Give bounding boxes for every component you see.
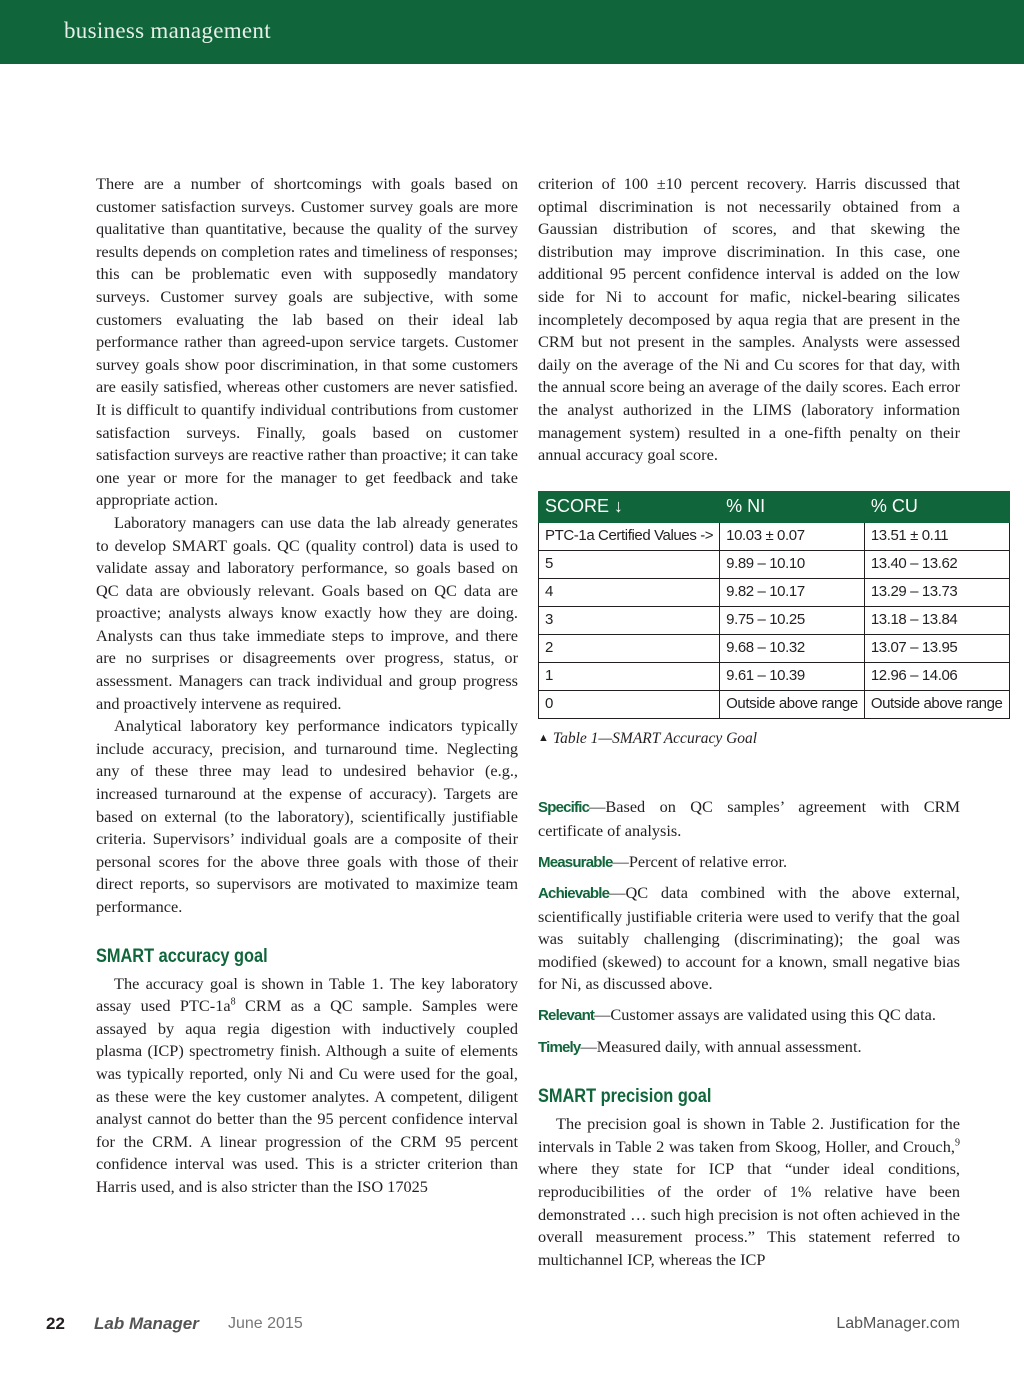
table-cell: 5 bbox=[539, 550, 720, 578]
table-cell: 9.61 – 10.39 bbox=[720, 662, 865, 690]
section-title: business management bbox=[64, 18, 271, 43]
caret-up-icon: ▲ bbox=[538, 731, 549, 744]
criterion-term: Specific bbox=[538, 799, 590, 817]
table-cell: 9.75 – 10.25 bbox=[720, 606, 865, 634]
text-run: where they state for ICP that “under ideal conditions, reproducibilities of the order of 1% relative have been demonstrated … such high precision is not often achieved in the overall measurement process.” This statement referred to multichannel ICP, whereas the ICP bbox=[538, 1159, 960, 1269]
accuracy-goal-heading: SMART accuracy goal bbox=[96, 945, 268, 967]
issue-date: June 2015 bbox=[228, 1315, 303, 1332]
column-header: SCORE ↓ bbox=[539, 491, 720, 522]
section-banner bbox=[0, 0, 1024, 64]
body-paragraph: There are a number of shortcomings with goals based on customer satisfaction surveys. Customer survey goals are more qualitative than quantitative, because the quality of the survey results depends on completion rates and timeliness of responses; this can be problematic even with supposedly mandatory surveys. Customer survey goals are subjective, with some customers evaluating the lab based on their ideal lab performance rather than agreed-upon service targets. Customer survey goals show poor discrimination, in that some customers are easily satisfied, whereas other customers are never satisfied. It is difficult to quantify individual contributions from customer satisfaction surveys. Finally, goals based on customer satisfaction surveys are reactive rather than proactive; it can take one year or more for the manager to get feedback and take appropriate action. bbox=[96, 174, 518, 510]
table-cell: 2 bbox=[539, 634, 720, 662]
text-run: The accuracy goal is shown in Table 1. The key laboratory assay used PTC-1a bbox=[96, 973, 518, 1016]
criterion-term: Timely bbox=[538, 1038, 581, 1056]
criterion-text: —Percent of relative error. bbox=[612, 851, 788, 871]
body-paragraph: Laboratory managers can use data the lab already generates to develop SMART goals. QC (quality control) data is used to validate assay and laboratory performance, so goals based on QC data are obviously relevant. Goals based on QC data are proactive; analysts always know exactly how they are doing. Analysts can thus take immediate steps to improve, and there are no surprises or disagreements over progress, status, or assessment. Managers can track individual and group progress and proactively intervene as required. bbox=[96, 512, 518, 713]
table-cell: PTC-1a Certified Values -> bbox=[539, 522, 720, 550]
list-item bbox=[538, 882, 960, 996]
website-link[interactable]: LabManager.com bbox=[836, 1315, 960, 1332]
table-row bbox=[539, 690, 1010, 718]
page-footer bbox=[0, 1314, 1024, 1340]
footnote-ref: 9 bbox=[955, 1137, 960, 1149]
table-row bbox=[539, 606, 1010, 634]
table-cell: 13.51 ± 0.11 bbox=[864, 522, 1009, 550]
table-cell: 3 bbox=[539, 606, 720, 634]
list-item bbox=[538, 851, 960, 875]
body-paragraph: Analytical laboratory key performance indicators typically include accuracy, precision, and turnaround time. Neglecting any of these three may lead to undesired behavior (e.g., increased turnaround at the expense of accuracy). Targets are based on external (to the laboratory), scientifically justifiable criteria. Supervisors’ individual goals are a composite of their personal scores for the above three goals with those of their direct reports, so supervisors are motivated to maximize team performance. bbox=[96, 716, 518, 916]
body-paragraph bbox=[538, 1113, 960, 1271]
footnote-ref: 8 bbox=[230, 996, 236, 1008]
criterion-term: Achievable bbox=[538, 885, 610, 903]
table-caption bbox=[538, 727, 960, 751]
table-cell: 9.68 – 10.32 bbox=[720, 634, 865, 662]
table-cell: Outside above range bbox=[720, 690, 865, 718]
table-cell: 9.82 – 10.17 bbox=[720, 578, 865, 606]
list-item bbox=[538, 1004, 960, 1028]
table-cell: 13.07 – 13.95 bbox=[864, 634, 1009, 662]
list-item bbox=[538, 1036, 960, 1060]
criterion-term: Measurable bbox=[538, 853, 613, 871]
table-cell: 4 bbox=[539, 578, 720, 606]
table-header-row bbox=[539, 491, 1010, 522]
list-item bbox=[538, 796, 960, 842]
right-column bbox=[538, 173, 1003, 1271]
criterion-text: —QC data combined with the above external, scientifically justifiable criteria were used to verify that the goal was suitably challenging (discriminating); the goal was modified (skewed) to account for a known, small negative bias for Ni, as discussed above. bbox=[538, 883, 960, 994]
page-number: 22 bbox=[46, 1314, 65, 1333]
table-cell: 9.89 – 10.10 bbox=[720, 550, 865, 578]
table-cell: 10.03 ± 0.07 bbox=[720, 522, 865, 550]
text-run: The precision goal is shown in Table 2. Justification for the intervals in Table 2 was taken from Skoog, Holler, and Crouch, bbox=[538, 1114, 960, 1156]
criterion-text: —Customer assays are validated using this QC data. bbox=[594, 1005, 936, 1025]
text-run: CRM as a QC sample. Samples were assayed by aqua regia digestion with inductively coupled plasma (ICP) spectrometry finish. Although a suite of elements was typically reported, only Ni and Cu were used for the goal, as these were the key customer analytes. A competent, diligent analyst cannot do better than the 95 percent confidence interval for the CRM. A linear progression of the CRM 95 percent confidence interval was used. This is a stricter criterion than Harris used, and is also stricter than the ISO 17025 bbox=[96, 996, 518, 1196]
magazine-name: Lab Manager bbox=[94, 1314, 199, 1333]
criterion-text: —Measured daily, with annual assessment. bbox=[580, 1036, 862, 1056]
accuracy-goal-table bbox=[538, 491, 1010, 719]
table-cell: 1 bbox=[539, 662, 720, 690]
criterion-term: Relevant bbox=[538, 1007, 595, 1025]
table-cell: Outside above range bbox=[864, 690, 1009, 718]
table-cell: 0 bbox=[539, 690, 720, 718]
caption-text: Table 1—SMART Accuracy Goal bbox=[552, 729, 758, 747]
table-cell: 12.96 – 14.06 bbox=[864, 662, 1009, 690]
smart-criteria-list bbox=[538, 796, 960, 1059]
body-paragraph bbox=[96, 973, 518, 1199]
table-row bbox=[539, 550, 1010, 578]
table-cell: 13.29 – 13.73 bbox=[864, 578, 1009, 606]
table-row bbox=[539, 578, 1010, 606]
precision-goal-heading: SMART precision goal bbox=[538, 1086, 712, 1108]
table-cell: 13.18 – 13.84 bbox=[864, 606, 1009, 634]
table-row bbox=[539, 634, 1010, 662]
left-column bbox=[96, 173, 518, 1199]
column-header: % NI bbox=[720, 491, 865, 522]
table-cell: 13.40 – 13.62 bbox=[864, 550, 1009, 578]
column-header: % CU bbox=[864, 491, 1009, 522]
body-paragraph: criterion of 100 ±10 percent recovery. Harris discussed that optimal discrimination is not necessarily obtained from a Gaussian distribution of scores, and that skewing the distribution may improve discrimination. In this case, one additional 95 percent confidence interval is added on the low side for Ni to account for mafic, nickel-bearing silicates incompletely decomposed by aqua regia that are present in the CRM but not present in the samples. Analysts were assessed daily on the average of the Ni and Cu scores for that day, with the annual score being an average of the daily scores. Each error the analyst authorized in the LIMS (laboratory information management system) resulted in a one-fifth penalty on their annual accuracy goal score. bbox=[538, 174, 960, 465]
table-row bbox=[539, 662, 1010, 690]
table-row bbox=[539, 522, 1010, 550]
criterion-text: —Based on QC samples’ agreement with CRM certificate of analysis. bbox=[538, 797, 960, 840]
